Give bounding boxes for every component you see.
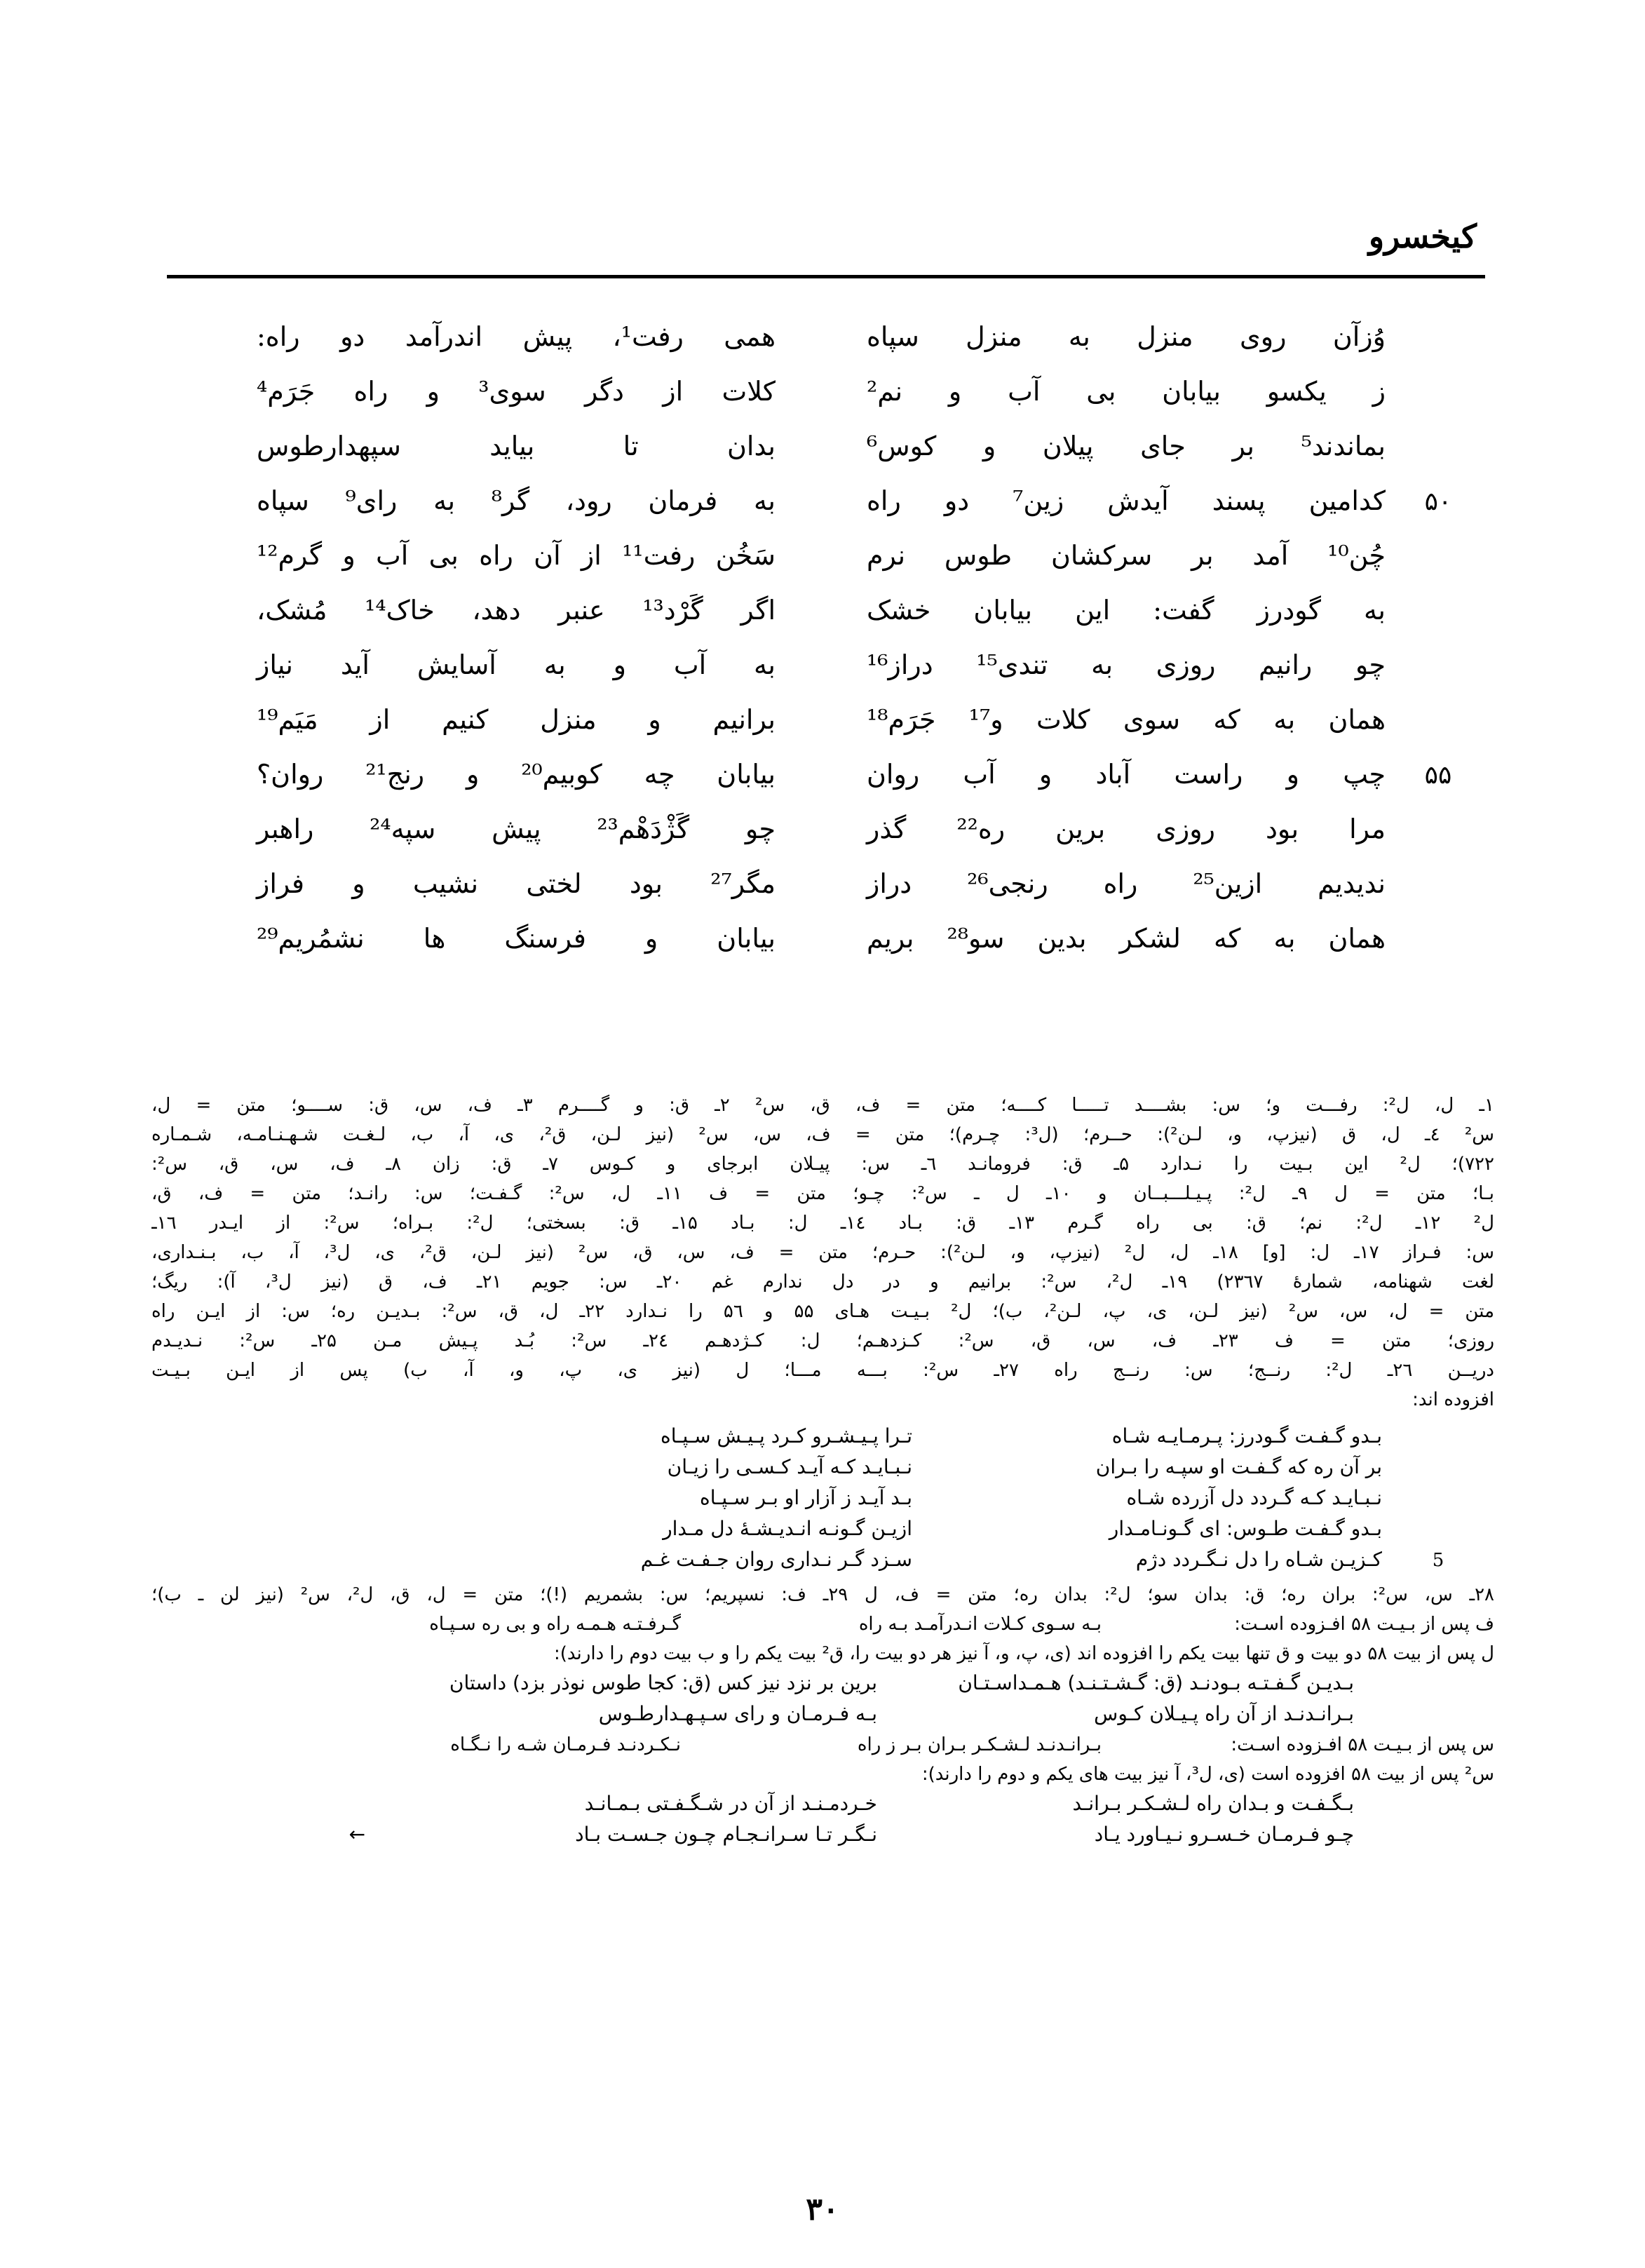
footnote-line: متن = ل، س، س² (نیز لـن، ی، پ، لـن²، ب)؛ ل² بـیـت هـای ۵۵ و ۵٦ را نـدارد ۲۲ـ ل، ق، س²: بـدیـن ره؛ س: از ایـن راه [151, 1301, 1494, 1322]
verse-row [158, 759, 1491, 814]
hemistich-2: به آب و به آسایش آید نیاز [257, 649, 776, 680]
verse-row [158, 376, 1491, 431]
hemistich-2: کلات از دگر سوی³ و راه جَرَم⁴ [257, 376, 776, 407]
l-added-intro: ل پس از بیت ۵۸ دو بیت و ق تنها بیت یکم را افزوده اند (ی، پ، و، آ نیز هر دو بیت را، ق² بیت یکم را و ب بیت دوم را دارند): [554, 1643, 1494, 1664]
hemistich-1: کدامین پسند آیدش زین⁷ دو راه [867, 485, 1386, 516]
added-verse: 5 کـزیـن شـاه را دل نـگـردد دژم سـزد گـر نـداری روان جـفـت غـم [640, 1548, 1444, 1571]
hemistich-1: ندیدیم ازین²⁵ راه رنجی²⁶ دراز [867, 868, 1386, 899]
f-added-verse: ف پس از بـیـت ۵۸ افـزوده اسـت: بـه سـوی کـلات انـدرآمـد بـه راه گـرفـتـه هـمـه راه و بی ره سـپـاه [429, 1614, 1494, 1635]
verse-number: ۵۵ [1424, 761, 1452, 790]
hemistich-1: بماندند⁵ بر جای پیلان و کوس⁶ [867, 431, 1386, 461]
l-added-verse: بـرانـدنـد از آن راه پـیـلان کـوس بـه فـرمـان و رای سـپـهـدارطـوس [598, 1702, 1354, 1725]
hemistich-2: همی رفت¹، پیش اندرآمد دو راه: [257, 321, 776, 352]
verse-row [158, 814, 1491, 868]
footnote-line: دریــن ۲٦ـ ل²: رنــج؛ س: رنــج راه ۲۷ـ س²: بـــه مـــا؛ ل (نیز ی، پ، و، آ، ب) پس از ایـن بـیـت [151, 1360, 1494, 1381]
added-verses-note-27 [151, 1422, 1494, 1576]
verse-row [158, 868, 1491, 923]
s-added-verse: س پس از بـیـت ۵۸ افـزوده اسـت: بـرانـدنـد لـشـکـر بـران بـر ز راه نـکـردنـد فـرمـان شـه را نـگـاه [450, 1734, 1494, 1755]
s2-added-verse: بـگـفـت و بـدان راه لـشـکـر بـرانـد خـردمـنـد از آن در شـگـفـتی بـمـانـد [584, 1792, 1354, 1815]
hemistich-2: بیابان و فرسنگ ها نشمُریم²⁹ [257, 923, 776, 954]
verse-row [158, 649, 1491, 704]
verse-row [158, 540, 1491, 595]
s2-added-verse: چـو فـرمـان خـسـرو نـیـاورد یـاد نـگـر تـا سـرانـجـام چـون جـسـت بـاد ← [151, 1820, 1494, 1851]
hemistich-1: چپ و راست آباد و آب روان [867, 759, 1386, 790]
added-verse: بـدو گـفـت طـوس: ای گـونـامـدار ازیـن گـونـه انـدیـشـهٔ دل مـدار [663, 1517, 1382, 1540]
hemistich-2: سَخُن رفت¹¹ از آن راه بی آب و گرم¹² [257, 540, 776, 571]
l-added-verse: بـدیـن گـفـتـه بـودنـد (ق: گـشـتـنـد) هـمـداسـتـان برین بر نزد نیز کس (ق: کجا طوس نوذر بزد) داستان [449, 1671, 1354, 1694]
hemistich-1: همان به که سوی کلات و¹⁷ جَرَم¹⁸ [867, 704, 1386, 735]
footnote-line: س² ٤ـ ل، ق (نیزپ، و، لـن²): حــرم؛ (ل³: چـرم)؛ متن = ف، س، س² (نیز لـن، ق²، ی، آ، ب، لـغـت شـهـنـامـه، شـمـاره [151, 1124, 1494, 1145]
hemistich-2: اگر گَرْد¹³ عنبر دهد، خاک¹⁴ مُشک، [257, 595, 776, 626]
running-head: کیخسرو [1368, 217, 1477, 255]
added-verse: بر آن ره که گـفـت او سپـه را بـران نـبـایـد کـه آیـد کـسـی را زیـان [667, 1455, 1382, 1478]
hemistich-1: ز یکسو بیابان بی آب و نم² [867, 376, 1386, 407]
verse-row [158, 595, 1491, 649]
verse-number: ۵۰ [1424, 487, 1452, 516]
continuation-arrow-icon: ← [348, 1823, 365, 1846]
s2-added-intro: س² پس از بیت ۵۸ افزوده است (ی، ل³، آ نیز بیت های یکم و دوم را دارند): [921, 1764, 1494, 1785]
footnote-line: ل² ۱۲ـ ل²: نم؛ ق: بی راه گـرم ۱۳ـ ق: بـاد ۱٤ـ ل: بـاد ۱۵ـ ق: بسختی؛ ل²: بـراه؛ س²: از ایـدر ۱٦ـ [151, 1213, 1494, 1234]
hemistich-2: برانیم و منزل کنیم از مَیَم¹⁹ [257, 704, 776, 735]
main-verses [158, 321, 1491, 978]
added-verse: نـبـایـد کـه گـردد دل آزرده شـاه بـد آیـد ز آزار او بـر سـپـاه [700, 1486, 1382, 1509]
hemistich-1: چُن¹⁰ آمد بر سرکشان طوس نرم [867, 540, 1386, 571]
critical-apparatus [151, 1091, 1494, 1851]
verse-row [158, 485, 1491, 540]
footnote-line: ۱ـ ل، ل²: رفـــت و؛ س: بشــــد تـــــا کــــه؛ متن = ف، ق، س² ۲ـ ق: و گــــرم ۳ـ ف، س، ق: ســــو؛ متن = ل، [151, 1095, 1494, 1116]
hemistich-2: چو گَژْدَهْم²³ پیش سپه²⁴ راهبر [257, 814, 776, 844]
hemistich-1: وُزآن روی منزل به منزل سپاه [867, 321, 1386, 352]
header-rule [167, 275, 1485, 278]
hemistich-2: به فرمان رود، گر⁸ به رای⁹ سپاه [257, 485, 776, 516]
verse-row [158, 923, 1491, 978]
footnote-28-29: ۲۸ـ س، س²: بران ره؛ ق: بدان سو؛ ل²: بدان ره؛ متن = ف، ل ۲۹ـ ف: نسپریم؛ س: بشمریم (!)؛ متن = ل، ق، ل²، س² (نیز لن ـ ب)؛ [151, 1584, 1494, 1605]
hemistich-2: بدان تا بیاید سپهدارطوس [257, 431, 776, 461]
verse-row [158, 704, 1491, 759]
hemistich-2: مگر²⁷ بود لختی نشیب و فراز [257, 868, 776, 899]
added-verse: بـدو گـفـت گـودرز: پـرمـایـه شـاه تـرا پـیـشـرو کـرد پـیـش سـپـاه [661, 1424, 1382, 1447]
hemistich-1: چو رانیم روزی به تندی¹⁵ دراز¹⁶ [867, 649, 1386, 680]
footnote-trailing: افزوده اند: [1412, 1389, 1494, 1410]
hemistich-1: به گودرز گفت: این بیابان خشک [867, 595, 1386, 626]
verse-row [158, 431, 1491, 485]
footnote-line: ۷۲۲)؛ ل² این بـیت را نـدارد ۵ـ ق: فرومانـد ٦ـ س: پیـلان ابرجای و کـوس ۷ـ ق: زان ۸ـ ف، س، ق، س²: [151, 1154, 1494, 1175]
page-number: ۳۰ [806, 2192, 839, 2227]
footnote-line: روزی؛ متن = ف ۲۳ـ ف، س، ق، س²: کـزدهـم؛ ل: کـژدهـم ۲٤ـ س²: بُـد پـیش مـن ۲۵ـ س²: نـدیـدم [151, 1330, 1494, 1351]
hemistich-1: مرا بود روزی برین ره²² گذر [867, 814, 1386, 844]
footnote-line: س: فـراز ۱۷ـ ل: [و] ۱۸ـ ل، ل² (نیزپ، و، لـن²): حـرم؛ متن = ف، س، ق، س² (نیز لـن، ق²، ی، ل³، آ، ب، بـنـداری، [151, 1242, 1494, 1263]
hemistich-1: همان به که لشکر بدین سو²⁸ بریم [867, 923, 1386, 954]
footnote-line: بـا؛ متن = ل ۹ـ ل²: پـیـلـــبــان و ۱۰ـ ل ـ س²: چـو؛ متن = ف ۱۱ـ ل، س²: گـفـت؛ س: رانـد؛ متن = ف، ق، [151, 1183, 1494, 1204]
footnote-line: لغت شهنامه، شمارهٔ ۲۳٦۷) ۱۹ـ ل²، س²: برانیم و در دل ندارم غم ۲۰ـ س: جویم ۲۱ـ ف، ق (نیز ل³، آ): ریگ؛ [151, 1271, 1494, 1292]
hemistich-2: بیابان چه کوبیم²⁰ و رنج²¹ روان؟ [257, 759, 776, 790]
verse-row [158, 321, 1491, 376]
